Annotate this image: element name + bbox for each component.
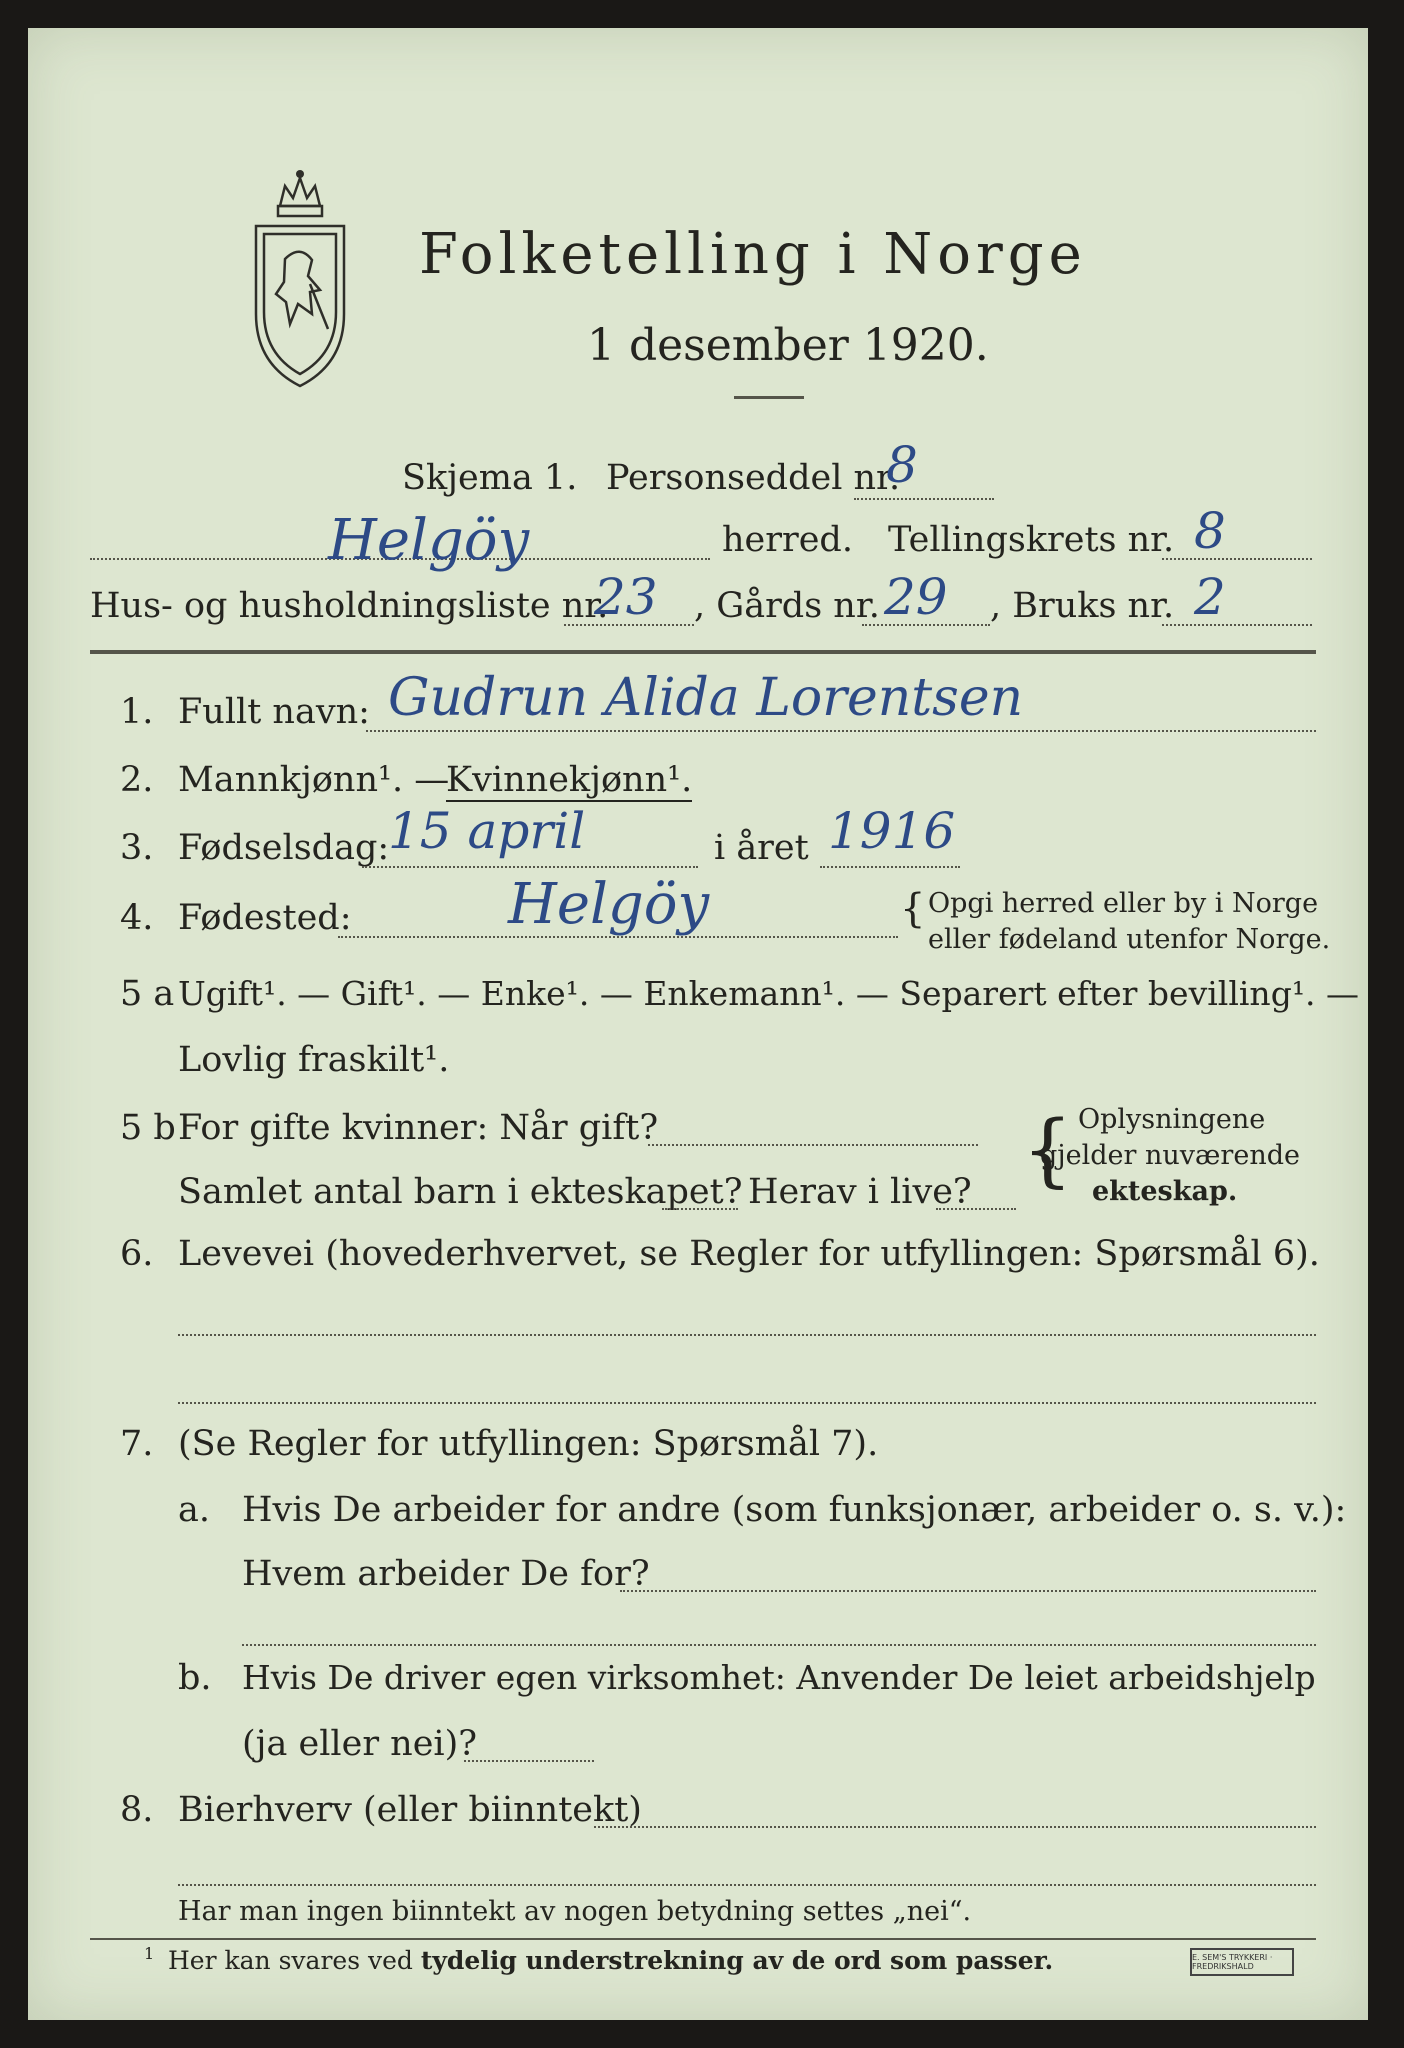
- q4-number: 4.: [120, 898, 154, 938]
- footnote-plain: Her kan svares ved: [168, 1946, 413, 1975]
- bruks-label: , Bruks nr.: [990, 586, 1175, 626]
- q7b-line: [464, 1760, 594, 1762]
- q5b-alive-line: [936, 1208, 1016, 1210]
- footnote-text: [168, 1946, 1053, 1975]
- q1-line: [366, 730, 1316, 732]
- q2-male: Mannkjønn¹. —: [178, 760, 450, 800]
- q3-number: 3.: [120, 828, 154, 868]
- q5a-options-cont: Lovlig fraskilt¹.: [178, 1040, 450, 1080]
- footnote-mark: 1: [144, 1944, 155, 1963]
- q1-label: Fullt navn:: [178, 692, 370, 732]
- form-title: Folketelling i Norge: [419, 222, 1087, 287]
- personseddel-line: [854, 498, 994, 500]
- footnote-divider: [90, 1938, 1316, 1940]
- q6-number: 6.: [120, 1234, 154, 1274]
- q7a-text: Hvis De arbeider for andre (som funksjonær, arbeider o. s. v.):: [242, 1490, 1347, 1530]
- tellingskrets-label: Tellingskrets nr.: [888, 520, 1175, 560]
- q3-year-line: [820, 866, 960, 868]
- census-form-page: [28, 28, 1368, 2020]
- q4-note-1: Opgi herred eller by i Norge: [928, 888, 1319, 919]
- q7a-text-2: Hvem arbeider De for?: [242, 1554, 650, 1594]
- q5a-number: 5 a: [120, 974, 175, 1014]
- q3-year-value: 1916: [828, 802, 956, 860]
- q5b-when-married: For gifte kvinner: Når gift?: [178, 1108, 659, 1148]
- q3-line: [362, 866, 698, 868]
- coat-of-arms-icon: [250, 164, 350, 394]
- herred-value: Helgöy: [328, 508, 530, 573]
- personseddel-label: Personseddel nr.: [606, 458, 901, 498]
- q8-text: Bierhverv (eller biinntekt): [178, 1790, 642, 1830]
- q5b-note-1: Oplysningene: [1078, 1104, 1266, 1135]
- q7-text: (Se Regler for utfyllingen: Spørsmål 7).: [178, 1424, 879, 1464]
- q8-line-1: [594, 1826, 1316, 1828]
- q4-label: Fødested:: [178, 898, 352, 938]
- q7b-text-2: (ja eller nei)?: [242, 1724, 478, 1764]
- tellingskrets-line: [1162, 558, 1312, 560]
- gards-value: 29: [884, 568, 948, 626]
- q5b-children: Samlet antal barn i ekteskapet?: [178, 1172, 743, 1212]
- printer-stamp-text: E. SEM'S TRYKKERI · FREDRIKSHALD: [1192, 1953, 1273, 1971]
- q5a-options: Ugift¹. — Gift¹. — Enke¹. — Enkemann¹. — Separert efter bevilling¹. —: [178, 974, 1360, 1013]
- personseddel-value: 8: [886, 436, 918, 494]
- q5b-children-line: [662, 1208, 738, 1210]
- q4-brace: {: [900, 886, 926, 932]
- q8-number: 8.: [120, 1790, 154, 1830]
- tellingskrets-value: 8: [1194, 502, 1226, 560]
- q8-line-2: [178, 1884, 1316, 1886]
- q5b-note-3: ekteskap.: [1092, 1176, 1238, 1207]
- q6-text: Levevei (hovederhvervet, se Regler for utfyllingen: Spørsmål 6).: [178, 1234, 1320, 1274]
- q6-line-1: [178, 1334, 1316, 1336]
- q7b-letter: b.: [178, 1658, 212, 1698]
- q3-value: 15 april: [388, 802, 586, 860]
- husliste-label: Hus- og husholdningsliste nr.: [90, 586, 609, 626]
- q5b-number: 5 b: [120, 1108, 176, 1148]
- q3-year-label: i året: [714, 828, 809, 868]
- herred-label: herred.: [722, 520, 853, 560]
- printer-stamp: [1190, 1948, 1294, 1976]
- gards-label: , Gårds nr.: [694, 586, 880, 626]
- q5b-note-2: gjelder nuværende: [1040, 1140, 1300, 1171]
- bruks-line: [1162, 624, 1312, 626]
- q1-number: 1.: [120, 692, 154, 732]
- q4-value: Helgöy: [508, 872, 710, 937]
- q8-note: Har man ingen biinntekt av nogen betydning settes „nei“.: [178, 1896, 972, 1927]
- q7b-text: Hvis De driver egen virksomhet: Anvender De leiet arbeidshjelp: [242, 1658, 1316, 1697]
- q5b-brace: {: [1022, 1103, 1073, 1196]
- q2-female: Kvinnekjønn¹.: [446, 760, 693, 800]
- header-divider: [90, 650, 1316, 654]
- q5b-when-line: [648, 1144, 978, 1146]
- q2-number: 2.: [120, 760, 154, 800]
- q4-note-2: eller fødeland utenfor Norge.: [928, 924, 1331, 955]
- q7-number: 7.: [120, 1424, 154, 1464]
- q7a-line-1: [620, 1590, 1316, 1592]
- census-date: 1 desember 1920.: [587, 320, 989, 371]
- q7a-letter: a.: [178, 1490, 210, 1530]
- title-divider: [734, 396, 804, 399]
- husliste-value: 23: [594, 568, 658, 626]
- q7a-line-2: [242, 1644, 1316, 1646]
- bruks-value: 2: [1194, 568, 1226, 626]
- q3-label: Fødselsdag:: [178, 828, 390, 868]
- skjema-label: Skjema 1.: [402, 458, 578, 498]
- footnote-bold: tydelig understrekning av de ord som passer.: [420, 1946, 1054, 1975]
- q5b-alive: Herav i live?: [748, 1172, 972, 1212]
- q1-value: Gudrun Alida Lorentsen: [388, 668, 1024, 728]
- q6-line-2: [178, 1402, 1316, 1404]
